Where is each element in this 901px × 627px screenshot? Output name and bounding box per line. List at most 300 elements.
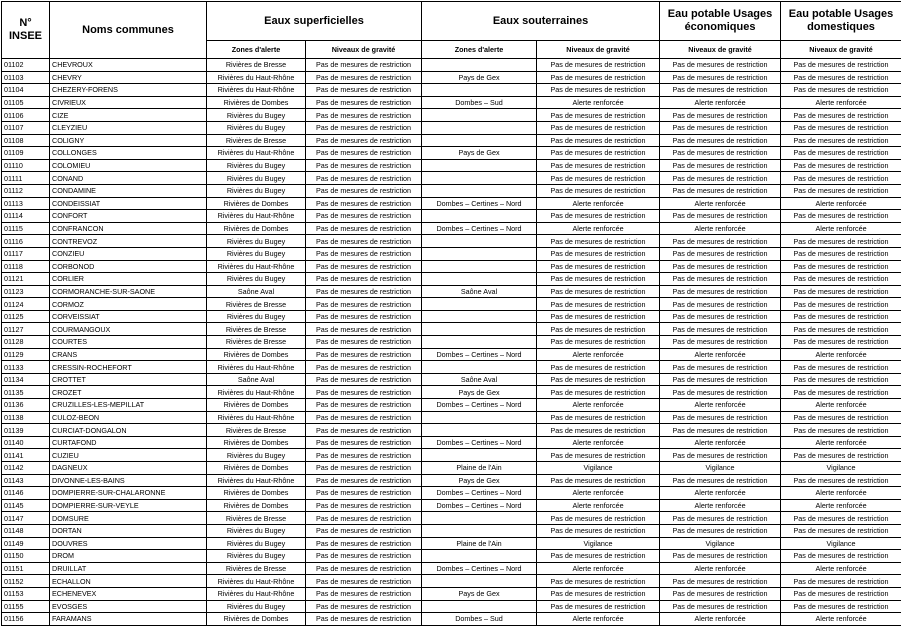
cell-commune: DRUILLAT	[50, 562, 207, 575]
cell-insee: 01139	[2, 424, 50, 437]
cell-zone-superficielle: Rivières du Bugey	[207, 172, 306, 185]
cell-niveau-domestique: Pas de mesures de restriction	[781, 84, 901, 97]
cell-niveau-superficielle: Pas de mesures de restriction	[306, 84, 422, 97]
cell-commune: CULOZ-BEON	[50, 411, 207, 424]
cell-niveau-superficielle: Pas de mesures de restriction	[306, 298, 422, 311]
cell-niveau-superficielle: Pas de mesures de restriction	[306, 336, 422, 349]
cell-niveau-domestique: Pas de mesures de restriction	[781, 411, 901, 424]
cell-niveau-souterraine: Pas de mesures de restriction	[537, 109, 660, 122]
cell-niveau-souterraine: Pas de mesures de restriction	[537, 587, 660, 600]
cell-zone-souterraine: Dombes – Certines – Nord	[422, 348, 537, 361]
cell-niveau-domestique: Alerte renforcée	[781, 499, 901, 512]
cell-zone-souterraine	[422, 310, 537, 323]
cell-insee: 01106	[2, 109, 50, 122]
cell-niveau-domestique: Alerte renforcée	[781, 487, 901, 500]
cell-niveau-souterraine: Alerte renforcée	[537, 222, 660, 235]
cell-niveau-souterraine: Pas de mesures de restriction	[537, 449, 660, 462]
cell-niveau-domestique: Alerte renforcée	[781, 197, 901, 210]
cell-niveau-souterraine: Vigilance	[537, 537, 660, 550]
cell-niveau-economique: Alerte renforcée	[660, 96, 781, 109]
cell-commune: CHEVRY	[50, 71, 207, 84]
cell-niveau-economique: Pas de mesures de restriction	[660, 273, 781, 286]
cell-niveau-domestique: Alerte renforcée	[781, 96, 901, 109]
cell-zone-superficielle: Rivières de Dombes	[207, 96, 306, 109]
cell-niveau-domestique: Pas de mesures de restriction	[781, 184, 901, 197]
cell-niveau-domestique: Pas de mesures de restriction	[781, 449, 901, 462]
cell-niveau-superficielle: Pas de mesures de restriction	[306, 273, 422, 286]
table-row	[2, 373, 901, 386]
cell-niveau-superficielle: Pas de mesures de restriction	[306, 260, 422, 273]
cell-zone-souterraine	[422, 235, 537, 248]
cell-commune: CUZIEU	[50, 449, 207, 462]
cell-niveau-economique: Pas de mesures de restriction	[660, 323, 781, 336]
table-row	[2, 600, 901, 613]
cell-niveau-domestique: Pas de mesures de restriction	[781, 121, 901, 134]
cell-zone-souterraine	[422, 600, 537, 613]
cell-commune: DORTAN	[50, 524, 207, 537]
cell-zone-superficielle: Rivières du Bugey	[207, 273, 306, 286]
cell-insee: 01146	[2, 487, 50, 500]
cell-niveau-souterraine: Pas de mesures de restriction	[537, 512, 660, 525]
cell-niveau-souterraine: Pas de mesures de restriction	[537, 524, 660, 537]
cell-zone-souterraine: Pays de Gex	[422, 587, 537, 600]
cell-niveau-souterraine: Pas de mesures de restriction	[537, 260, 660, 273]
cell-zone-superficielle: Rivières du Haut-Rhône	[207, 361, 306, 374]
cell-insee: 01112	[2, 184, 50, 197]
cell-niveau-superficielle: Pas de mesures de restriction	[306, 109, 422, 122]
cell-zone-superficielle: Rivières du Bugey	[207, 600, 306, 613]
cell-niveau-superficielle: Pas de mesures de restriction	[306, 310, 422, 323]
cell-insee: 01143	[2, 474, 50, 487]
cell-niveau-superficielle: Pas de mesures de restriction	[306, 159, 422, 172]
cell-insee: 01110	[2, 159, 50, 172]
cell-niveau-economique: Pas de mesures de restriction	[660, 285, 781, 298]
cell-zone-souterraine: Saône Aval	[422, 285, 537, 298]
cell-zone-superficielle: Rivières du Bugey	[207, 449, 306, 462]
cell-commune: CIZE	[50, 109, 207, 122]
cell-niveau-economique: Pas de mesures de restriction	[660, 361, 781, 374]
cell-niveau-economique: Alerte renforcée	[660, 222, 781, 235]
cell-niveau-souterraine: Alerte renforcée	[537, 197, 660, 210]
cell-niveau-souterraine: Pas de mesures de restriction	[537, 71, 660, 84]
cell-niveau-economique: Pas de mesures de restriction	[660, 172, 781, 185]
cell-commune: ECHALLON	[50, 575, 207, 588]
cell-zone-superficielle: Rivières du Bugey	[207, 550, 306, 563]
cell-niveau-economique: Alerte renforcée	[660, 436, 781, 449]
cell-zone-souterraine	[422, 336, 537, 349]
cell-commune: DOMPIERRE-SUR-CHALARONNE	[50, 487, 207, 500]
cell-niveau-economique: Pas de mesures de restriction	[660, 373, 781, 386]
cell-niveau-superficielle: Pas de mesures de restriction	[306, 172, 422, 185]
cell-insee: 01127	[2, 323, 50, 336]
table-row	[2, 260, 901, 273]
cell-commune: CRESSIN-ROCHEFORT	[50, 361, 207, 374]
cell-niveau-economique: Pas de mesures de restriction	[660, 587, 781, 600]
cell-commune: CIVRIEUX	[50, 96, 207, 109]
cell-zone-souterraine: Pays de Gex	[422, 474, 537, 487]
cell-commune: CORLIER	[50, 273, 207, 286]
table-row	[2, 537, 901, 550]
cell-commune: CORMOZ	[50, 298, 207, 311]
cell-niveau-domestique: Pas de mesures de restriction	[781, 550, 901, 563]
cell-zone-souterraine	[422, 273, 537, 286]
cell-insee: 01147	[2, 512, 50, 525]
cell-niveau-superficielle: Pas de mesures de restriction	[306, 399, 422, 412]
cell-niveau-souterraine: Pas de mesures de restriction	[537, 210, 660, 223]
table-row	[2, 109, 901, 122]
table-row	[2, 197, 901, 210]
cell-insee: 01107	[2, 121, 50, 134]
cell-commune: CROTTET	[50, 373, 207, 386]
cell-zone-souterraine: Dombes – Certines – Nord	[422, 562, 537, 575]
cell-niveau-economique: Pas de mesures de restriction	[660, 474, 781, 487]
cell-commune: CLEYZIEU	[50, 121, 207, 134]
cell-insee: 01134	[2, 373, 50, 386]
cell-niveau-souterraine: Vigilance	[537, 462, 660, 475]
cell-zone-souterraine: Dombes – Certines – Nord	[422, 487, 537, 500]
cell-niveau-souterraine: Alerte renforcée	[537, 613, 660, 626]
cell-niveau-superficielle: Pas de mesures de restriction	[306, 134, 422, 147]
cell-niveau-superficielle: Pas de mesures de restriction	[306, 487, 422, 500]
cell-zone-superficielle: Rivières du Bugey	[207, 524, 306, 537]
cell-niveau-economique: Pas de mesures de restriction	[660, 247, 781, 260]
cell-commune: CONFRANCON	[50, 222, 207, 235]
table-row	[2, 323, 901, 336]
cell-insee: 01136	[2, 399, 50, 412]
header-eaux-souterraines: Eaux souterraines	[422, 2, 660, 41]
table-row	[2, 587, 901, 600]
cell-zone-souterraine	[422, 361, 537, 374]
cell-niveau-domestique: Alerte renforcée	[781, 399, 901, 412]
cell-niveau-domestique: Pas de mesures de restriction	[781, 247, 901, 260]
cell-insee: 01111	[2, 172, 50, 185]
cell-zone-souterraine	[422, 159, 537, 172]
cell-zone-superficielle: Rivières de Bresse	[207, 512, 306, 525]
cell-niveau-economique: Pas de mesures de restriction	[660, 210, 781, 223]
cell-niveau-superficielle: Pas de mesures de restriction	[306, 411, 422, 424]
cell-niveau-souterraine: Pas de mesures de restriction	[537, 147, 660, 160]
cell-niveau-domestique: Pas de mesures de restriction	[781, 298, 901, 311]
cell-zone-souterraine	[422, 512, 537, 525]
cell-niveau-souterraine: Pas de mesures de restriction	[537, 298, 660, 311]
cell-zone-souterraine: Pays de Gex	[422, 386, 537, 399]
cell-niveau-superficielle: Pas de mesures de restriction	[306, 323, 422, 336]
cell-zone-superficielle: Saône Aval	[207, 285, 306, 298]
cell-niveau-domestique: Pas de mesures de restriction	[781, 361, 901, 374]
table-row	[2, 512, 901, 525]
cell-niveau-economique: Pas de mesures de restriction	[660, 310, 781, 323]
cell-niveau-economique: Pas de mesures de restriction	[660, 298, 781, 311]
table-row	[2, 562, 901, 575]
cell-zone-superficielle: Rivières de Bresse	[207, 424, 306, 437]
cell-zone-souterraine	[422, 411, 537, 424]
cell-niveau-superficielle: Pas de mesures de restriction	[306, 499, 422, 512]
cell-commune: CRANS	[50, 348, 207, 361]
cell-niveau-souterraine: Pas de mesures de restriction	[537, 575, 660, 588]
cell-insee: 01103	[2, 71, 50, 84]
cell-niveau-economique: Alerte renforcée	[660, 487, 781, 500]
cell-zone-souterraine: Pays de Gex	[422, 71, 537, 84]
cell-insee: 01153	[2, 587, 50, 600]
table-row	[2, 147, 901, 160]
table-row	[2, 613, 901, 626]
cell-insee: 01149	[2, 537, 50, 550]
cell-niveau-superficielle: Pas de mesures de restriction	[306, 59, 422, 72]
cell-niveau-economique: Vigilance	[660, 537, 781, 550]
cell-niveau-economique: Pas de mesures de restriction	[660, 449, 781, 462]
subheader-niveaux-souterraines: Niveaux de gravité	[537, 41, 660, 59]
table-row	[2, 59, 901, 72]
cell-zone-superficielle: Rivières du Haut-Rhône	[207, 386, 306, 399]
cell-zone-souterraine	[422, 59, 537, 72]
cell-zone-superficielle: Rivières de Dombes	[207, 613, 306, 626]
cell-niveau-domestique: Vigilance	[781, 462, 901, 475]
table-row	[2, 575, 901, 588]
table-row	[2, 348, 901, 361]
cell-insee: 01124	[2, 298, 50, 311]
cell-insee: 01123	[2, 285, 50, 298]
cell-insee: 01151	[2, 562, 50, 575]
cell-zone-souterraine: Saône Aval	[422, 373, 537, 386]
cell-niveau-superficielle: Pas de mesures de restriction	[306, 184, 422, 197]
cell-zone-superficielle: Rivières du Bugey	[207, 184, 306, 197]
cell-zone-superficielle: Rivières du Haut-Rhône	[207, 575, 306, 588]
cell-niveau-domestique: Pas de mesures de restriction	[781, 524, 901, 537]
cell-niveau-souterraine: Pas de mesures de restriction	[537, 159, 660, 172]
cell-niveau-souterraine: Pas de mesures de restriction	[537, 184, 660, 197]
cell-commune: COURTES	[50, 336, 207, 349]
cell-niveau-domestique: Pas de mesures de restriction	[781, 336, 901, 349]
cell-commune: CHEVROUX	[50, 59, 207, 72]
cell-niveau-superficielle: Pas de mesures de restriction	[306, 436, 422, 449]
cell-commune: DOMSURE	[50, 512, 207, 525]
cell-niveau-superficielle: Pas de mesures de restriction	[306, 512, 422, 525]
cell-commune: CORBONOD	[50, 260, 207, 273]
cell-commune: CHEZERY-FORENS	[50, 84, 207, 97]
cell-insee: 01113	[2, 197, 50, 210]
cell-niveau-souterraine: Pas de mesures de restriction	[537, 59, 660, 72]
cell-zone-superficielle: Rivières de Dombes	[207, 499, 306, 512]
cell-zone-superficielle: Rivières de Dombes	[207, 462, 306, 475]
cell-commune: COURMANGOUX	[50, 323, 207, 336]
subheader-zones-superficielles: Zones d'alerte	[207, 41, 306, 59]
cell-niveau-economique: Alerte renforcée	[660, 613, 781, 626]
cell-niveau-superficielle: Pas de mesures de restriction	[306, 575, 422, 588]
cell-niveau-economique: Alerte renforcée	[660, 197, 781, 210]
table-row	[2, 184, 901, 197]
table-row	[2, 159, 901, 172]
cell-commune: CONFORT	[50, 210, 207, 223]
subheader-zones-souterraines: Zones d'alerte	[422, 41, 537, 59]
cell-niveau-superficielle: Pas de mesures de restriction	[306, 121, 422, 134]
cell-insee: 01142	[2, 462, 50, 475]
cell-niveau-domestique: Alerte renforcée	[781, 348, 901, 361]
cell-zone-souterraine	[422, 172, 537, 185]
cell-zone-souterraine: Dombes – Certines – Nord	[422, 436, 537, 449]
cell-niveau-economique: Pas de mesures de restriction	[660, 71, 781, 84]
cell-niveau-souterraine: Alerte renforcée	[537, 562, 660, 575]
cell-zone-superficielle: Rivières du Bugey	[207, 109, 306, 122]
cell-insee: 01150	[2, 550, 50, 563]
cell-niveau-economique: Pas de mesures de restriction	[660, 512, 781, 525]
cell-niveau-superficielle: Pas de mesures de restriction	[306, 537, 422, 550]
cell-niveau-domestique: Alerte renforcée	[781, 222, 901, 235]
cell-niveau-souterraine: Pas de mesures de restriction	[537, 235, 660, 248]
cell-zone-souterraine: Plaine de l'Ain	[422, 462, 537, 475]
cell-niveau-superficielle: Pas de mesures de restriction	[306, 210, 422, 223]
cell-zone-superficielle: Rivières du Haut-Rhône	[207, 411, 306, 424]
cell-niveau-economique: Pas de mesures de restriction	[660, 134, 781, 147]
cell-commune: COLLONGES	[50, 147, 207, 160]
cell-niveau-souterraine: Pas de mesures de restriction	[537, 172, 660, 185]
table-row	[2, 84, 901, 97]
cell-niveau-economique: Pas de mesures de restriction	[660, 411, 781, 424]
cell-zone-superficielle: Rivières du Haut-Rhône	[207, 474, 306, 487]
cell-niveau-economique: Alerte renforcée	[660, 348, 781, 361]
cell-insee: 01135	[2, 386, 50, 399]
cell-niveau-economique: Pas de mesures de restriction	[660, 575, 781, 588]
cell-zone-souterraine	[422, 449, 537, 462]
cell-niveau-economique: Pas de mesures de restriction	[660, 159, 781, 172]
cell-insee: 01121	[2, 273, 50, 286]
table-row	[2, 386, 901, 399]
cell-insee: 01115	[2, 222, 50, 235]
cell-niveau-souterraine: Pas de mesures de restriction	[537, 336, 660, 349]
cell-insee: 01125	[2, 310, 50, 323]
table-row	[2, 499, 901, 512]
table-row	[2, 524, 901, 537]
cell-zone-superficielle: Rivières du Haut-Rhône	[207, 84, 306, 97]
table-row	[2, 134, 901, 147]
cell-insee: 01148	[2, 524, 50, 537]
cell-niveau-domestique: Pas de mesures de restriction	[781, 323, 901, 336]
cell-zone-souterraine	[422, 524, 537, 537]
cell-niveau-superficielle: Pas de mesures de restriction	[306, 474, 422, 487]
cell-niveau-domestique: Pas de mesures de restriction	[781, 159, 901, 172]
cell-niveau-superficielle: Pas de mesures de restriction	[306, 71, 422, 84]
cell-commune: CONZIEU	[50, 247, 207, 260]
cell-niveau-superficielle: Pas de mesures de restriction	[306, 449, 422, 462]
cell-zone-souterraine: Pays de Gex	[422, 147, 537, 160]
cell-niveau-souterraine: Alerte renforcée	[537, 436, 660, 449]
cell-zone-souterraine	[422, 550, 537, 563]
cell-niveau-economique: Pas de mesures de restriction	[660, 524, 781, 537]
cell-niveau-domestique: Pas de mesures de restriction	[781, 512, 901, 525]
cell-niveau-superficielle: Pas de mesures de restriction	[306, 361, 422, 374]
cell-commune: CURTAFOND	[50, 436, 207, 449]
table-row	[2, 449, 901, 462]
cell-niveau-souterraine: Pas de mesures de restriction	[537, 134, 660, 147]
table-row	[2, 436, 901, 449]
cell-niveau-economique: Pas de mesures de restriction	[660, 600, 781, 613]
cell-insee: 01104	[2, 84, 50, 97]
cell-insee: 01116	[2, 235, 50, 248]
cell-commune: DROM	[50, 550, 207, 563]
cell-niveau-economique: Pas de mesures de restriction	[660, 386, 781, 399]
cell-insee: 01140	[2, 436, 50, 449]
cell-zone-superficielle: Rivières de Bresse	[207, 562, 306, 575]
cell-niveau-superficielle: Pas de mesures de restriction	[306, 96, 422, 109]
cell-zone-souterraine	[422, 424, 537, 437]
cell-zone-souterraine	[422, 134, 537, 147]
cell-niveau-superficielle: Pas de mesures de restriction	[306, 562, 422, 575]
cell-insee: 01133	[2, 361, 50, 374]
cell-niveau-domestique: Pas de mesures de restriction	[781, 109, 901, 122]
table-row	[2, 298, 901, 311]
subheader-niveaux-domestiques: Niveaux de gravité	[781, 41, 901, 59]
cell-commune: COLIGNY	[50, 134, 207, 147]
cell-zone-souterraine	[422, 109, 537, 122]
cell-commune: DOUVRES	[50, 537, 207, 550]
cell-niveau-economique: Vigilance	[660, 462, 781, 475]
cell-zone-souterraine: Dombes – Certines – Nord	[422, 222, 537, 235]
cell-zone-superficielle: Saône Aval	[207, 373, 306, 386]
cell-commune: CORMORANCHE-SUR-SAONE	[50, 285, 207, 298]
cell-niveau-souterraine: Pas de mesures de restriction	[537, 550, 660, 563]
cell-zone-souterraine: Dombes – Certines – Nord	[422, 197, 537, 210]
cell-insee: 01155	[2, 600, 50, 613]
cell-commune: EVOSGES	[50, 600, 207, 613]
cell-niveau-superficielle: Pas de mesures de restriction	[306, 348, 422, 361]
cell-niveau-economique: Pas de mesures de restriction	[660, 260, 781, 273]
cell-niveau-domestique: Pas de mesures de restriction	[781, 172, 901, 185]
cell-niveau-superficielle: Pas de mesures de restriction	[306, 424, 422, 437]
cell-zone-superficielle: Rivières du Haut-Rhône	[207, 210, 306, 223]
cell-niveau-superficielle: Pas de mesures de restriction	[306, 147, 422, 160]
cell-niveau-superficielle: Pas de mesures de restriction	[306, 600, 422, 613]
cell-zone-souterraine	[422, 184, 537, 197]
cell-commune: DIVONNE-LES-BAINS	[50, 474, 207, 487]
header-insee: N° INSEE	[2, 2, 50, 59]
cell-niveau-souterraine: Pas de mesures de restriction	[537, 310, 660, 323]
table-body	[2, 59, 901, 626]
cell-niveau-domestique: Vigilance	[781, 537, 901, 550]
cell-niveau-economique: Pas de mesures de restriction	[660, 550, 781, 563]
cell-commune: FARAMANS	[50, 613, 207, 626]
cell-zone-souterraine	[422, 298, 537, 311]
cell-niveau-souterraine: Pas de mesures de restriction	[537, 285, 660, 298]
cell-niveau-domestique: Pas de mesures de restriction	[781, 71, 901, 84]
cell-zone-superficielle: Rivières de Dombes	[207, 348, 306, 361]
table-row	[2, 336, 901, 349]
table-row	[2, 247, 901, 260]
cell-niveau-economique: Pas de mesures de restriction	[660, 59, 781, 72]
cell-zone-superficielle: Rivières du Bugey	[207, 537, 306, 550]
cell-insee: 01105	[2, 96, 50, 109]
subheader-niveaux-economiques: Niveaux de gravité	[660, 41, 781, 59]
cell-niveau-souterraine: Pas de mesures de restriction	[537, 361, 660, 374]
cell-insee: 01117	[2, 247, 50, 260]
cell-niveau-domestique: Pas de mesures de restriction	[781, 285, 901, 298]
cell-niveau-domestique: Pas de mesures de restriction	[781, 600, 901, 613]
table-row	[2, 172, 901, 185]
restrictions-table	[1, 1, 901, 626]
cell-niveau-economique: Pas de mesures de restriction	[660, 121, 781, 134]
table-row	[2, 71, 901, 84]
cell-insee: 01152	[2, 575, 50, 588]
cell-zone-superficielle: Rivières de Bresse	[207, 298, 306, 311]
cell-zone-superficielle: Rivières de Dombes	[207, 399, 306, 412]
cell-niveau-souterraine: Alerte renforcée	[537, 499, 660, 512]
table-row	[2, 273, 901, 286]
cell-niveau-economique: Pas de mesures de restriction	[660, 235, 781, 248]
cell-niveau-economique: Pas de mesures de restriction	[660, 84, 781, 97]
subheader-niveaux-superficielles: Niveaux de gravité	[306, 41, 422, 59]
table-row	[2, 411, 901, 424]
cell-commune: CORVEISSIAT	[50, 310, 207, 323]
table-row	[2, 424, 901, 437]
cell-commune: ECHENEVEX	[50, 587, 207, 600]
